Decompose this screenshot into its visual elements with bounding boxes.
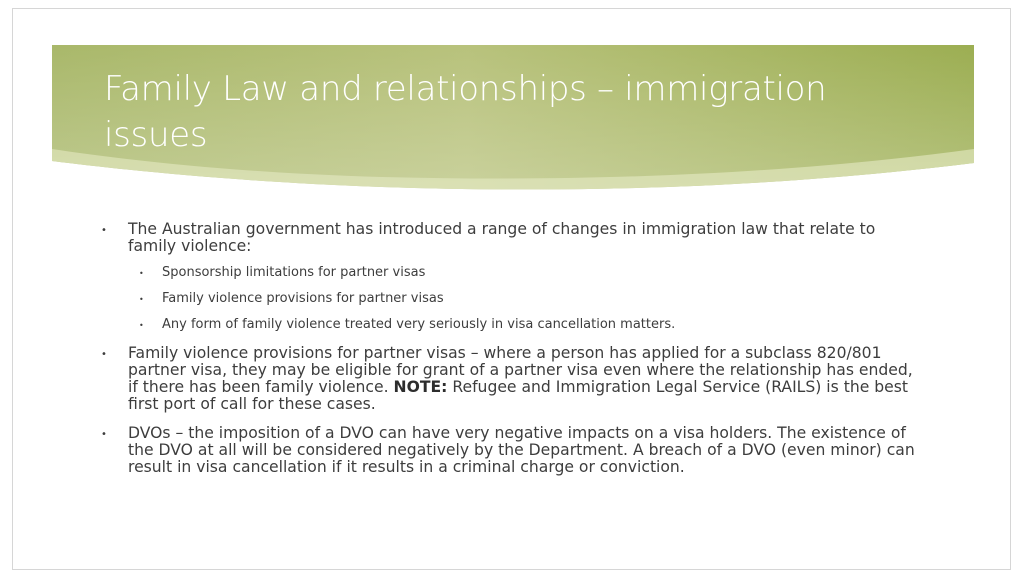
slide-title: Family Law and relationships – immigration issues <box>104 69 827 155</box>
note-label: NOTE: <box>393 378 448 396</box>
bullet-item-2-note-text: Refugee and Immigration Legal Service (RAILS) is the best first port of call for these cases. <box>128 378 908 413</box>
bullet-marker: • <box>101 429 107 440</box>
sub-bullet-item-1: Sponsorship limitations for partner visas <box>162 265 426 280</box>
bullet-marker: • <box>101 349 107 360</box>
sub-bullet-marker: • <box>139 269 144 278</box>
bullet-item-2 <box>128 345 923 413</box>
bullet-marker: • <box>101 225 107 236</box>
bullet-item-3: DVOs – the imposition of a DVO can have very negative impacts on a visa holders. The existence of the DVO at all will be considered negatively by the Department. A breach of a DVO (even minor) can result in visa cancellation if it results in a criminal charge or conviction. <box>128 424 915 476</box>
sub-bullet-item-3: Any form of family violence treated very seriously in visa cancellation matters. <box>162 317 676 332</box>
sub-bullet-marker: • <box>139 295 144 304</box>
bullet-item-2-text: Family violence provisions for partner visas – where a person has applied for a subclass 820/801 partner visa, they may be eligible for grant of a partner visa even where the relationship has ended, if there has been family violence. <box>128 344 913 396</box>
sub-bullet-marker: • <box>139 321 144 330</box>
sub-bullet-item-2: Family violence provisions for partner visas <box>162 291 444 306</box>
bullet-item-1: The Australian government has introduced a range of changes in immigration law that relate to family violence: <box>128 220 876 255</box>
